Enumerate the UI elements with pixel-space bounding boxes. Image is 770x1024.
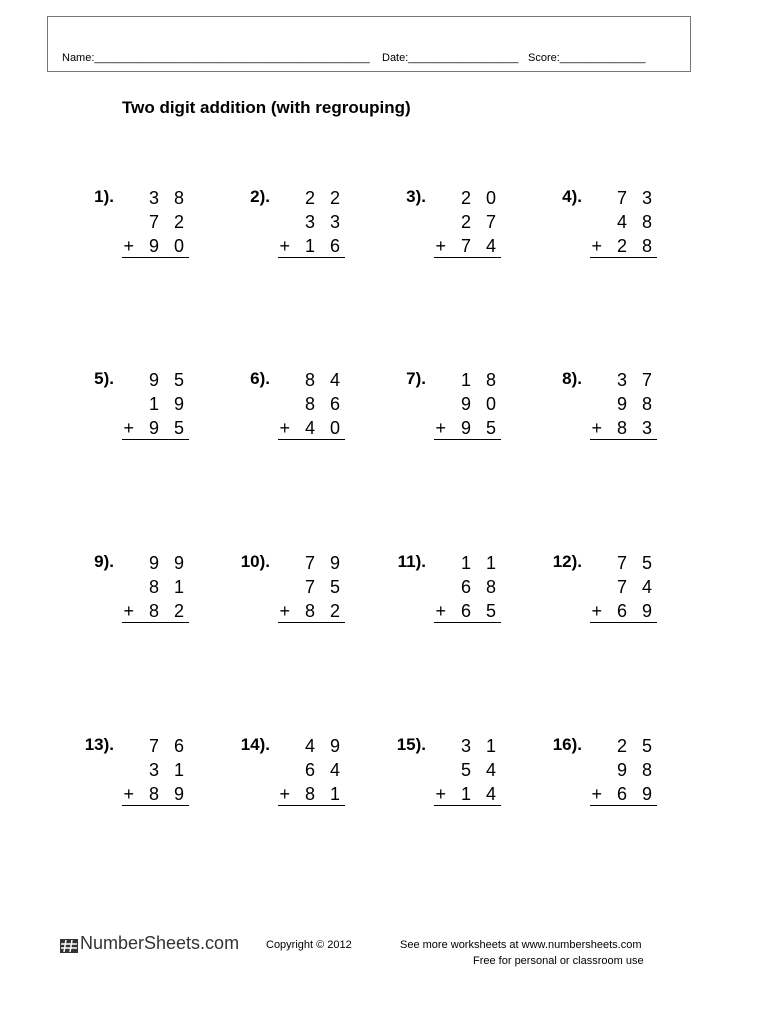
problem-number: 12). xyxy=(552,552,582,571)
addend-top: 8 4 xyxy=(304,370,345,390)
addend-top: 1 1 xyxy=(460,553,501,573)
problem-number: 6). xyxy=(250,369,270,388)
problem xyxy=(530,552,680,632)
addend-top: 9 9 xyxy=(148,553,189,573)
problem-number: 1). xyxy=(94,187,114,206)
addend-middle: 9 8 xyxy=(616,760,657,780)
addend-middle: 3 1 xyxy=(148,760,189,780)
problem xyxy=(374,735,524,815)
addend-top: 2 0 xyxy=(460,188,501,208)
worksheet-title: Two digit addition (with regrouping) xyxy=(122,98,411,117)
addend-top: 3 1 xyxy=(460,736,501,756)
problem-number: 4). xyxy=(562,187,582,206)
problem-number: 7). xyxy=(406,369,426,388)
problem-number: 15). xyxy=(396,735,426,754)
problem-number: 14). xyxy=(240,735,270,754)
problem-number: 13). xyxy=(84,735,114,754)
addend-middle: 8 6 xyxy=(304,394,345,414)
problem xyxy=(218,369,368,449)
score-field[interactable]: Score:______________ xyxy=(528,52,646,64)
problem xyxy=(374,369,524,449)
addend-middle: 9 0 xyxy=(460,394,501,414)
problem xyxy=(218,552,368,632)
name-field[interactable]: Name:_____________________________________________ xyxy=(62,52,370,64)
problem xyxy=(530,187,680,267)
grid-icon xyxy=(60,937,78,951)
addend-bottom: + 6 9 xyxy=(591,784,657,804)
addend-top: 7 6 xyxy=(148,736,189,756)
addend-middle: 1 9 xyxy=(148,394,189,414)
numbersheets-logo xyxy=(60,933,239,954)
addend-middle: 8 1 xyxy=(148,577,189,597)
problem-number: 11). xyxy=(397,552,426,571)
addend-top: 7 9 xyxy=(304,553,345,573)
addend-middle: 7 2 xyxy=(148,212,189,232)
problem-number: 2). xyxy=(250,187,270,206)
addend-top: 2 2 xyxy=(304,188,345,208)
more-worksheets-text: See more worksheets at www.numbersheets.com xyxy=(400,939,642,951)
addend-middle: 4 8 xyxy=(616,212,657,232)
problem xyxy=(62,552,212,632)
addend-top: 3 7 xyxy=(616,370,657,390)
addend-bottom: + 2 8 xyxy=(591,236,657,256)
addend-top: 4 9 xyxy=(304,736,345,756)
problem xyxy=(374,187,524,267)
logo-text: NumberSheets.com xyxy=(80,933,240,953)
problem-number: 9). xyxy=(94,552,114,571)
problem xyxy=(530,735,680,815)
addend-bottom: + 1 4 xyxy=(435,784,501,804)
copyright-text: Copyright © 2012 xyxy=(266,939,352,951)
addend-top: 7 3 xyxy=(616,188,657,208)
addend-middle: 2 7 xyxy=(460,212,501,232)
addend-middle: 7 4 xyxy=(616,577,657,597)
addend-bottom: + 8 2 xyxy=(123,601,189,621)
addend-bottom: + 6 5 xyxy=(435,601,501,621)
addend-bottom: + 1 6 xyxy=(279,236,345,256)
addend-bottom: + 7 4 xyxy=(435,236,501,256)
addend-bottom: + 8 3 xyxy=(591,418,657,438)
addend-bottom: + 6 9 xyxy=(591,601,657,621)
problem-number: 10). xyxy=(240,552,270,571)
problem xyxy=(62,735,212,815)
addend-bottom: + 9 5 xyxy=(123,418,189,438)
addend-top: 2 5 xyxy=(616,736,657,756)
addend-bottom: + 9 5 xyxy=(435,418,501,438)
problem xyxy=(374,552,524,632)
addend-middle: 6 4 xyxy=(304,760,345,780)
problem xyxy=(218,735,368,815)
date-field[interactable]: Date:__________________ xyxy=(382,52,519,64)
addend-top: 1 8 xyxy=(460,370,501,390)
problem-number: 16). xyxy=(552,735,582,754)
addend-middle: 6 8 xyxy=(460,577,501,597)
problem xyxy=(218,187,368,267)
problem xyxy=(62,187,212,267)
addend-bottom: + 8 1 xyxy=(279,784,345,804)
addend-middle: 7 5 xyxy=(304,577,345,597)
addend-top: 9 5 xyxy=(148,370,189,390)
addend-middle: 5 4 xyxy=(460,760,501,780)
problem-number: 3). xyxy=(406,187,426,206)
addend-bottom: + 8 9 xyxy=(123,784,189,804)
problem xyxy=(530,369,680,449)
free-use-text: Free for personal or classroom use xyxy=(473,955,644,967)
addend-bottom: + 8 2 xyxy=(279,601,345,621)
addend-bottom: + 4 0 xyxy=(279,418,345,438)
problem-number: 5). xyxy=(94,369,114,388)
addend-middle: 3 3 xyxy=(304,212,345,232)
addend-middle: 9 8 xyxy=(616,394,657,414)
problem-number: 8). xyxy=(562,369,582,388)
addend-top: 7 5 xyxy=(616,553,657,573)
problem xyxy=(62,369,212,449)
addend-top: 3 8 xyxy=(148,188,189,208)
addend-bottom: + 9 0 xyxy=(123,236,189,256)
